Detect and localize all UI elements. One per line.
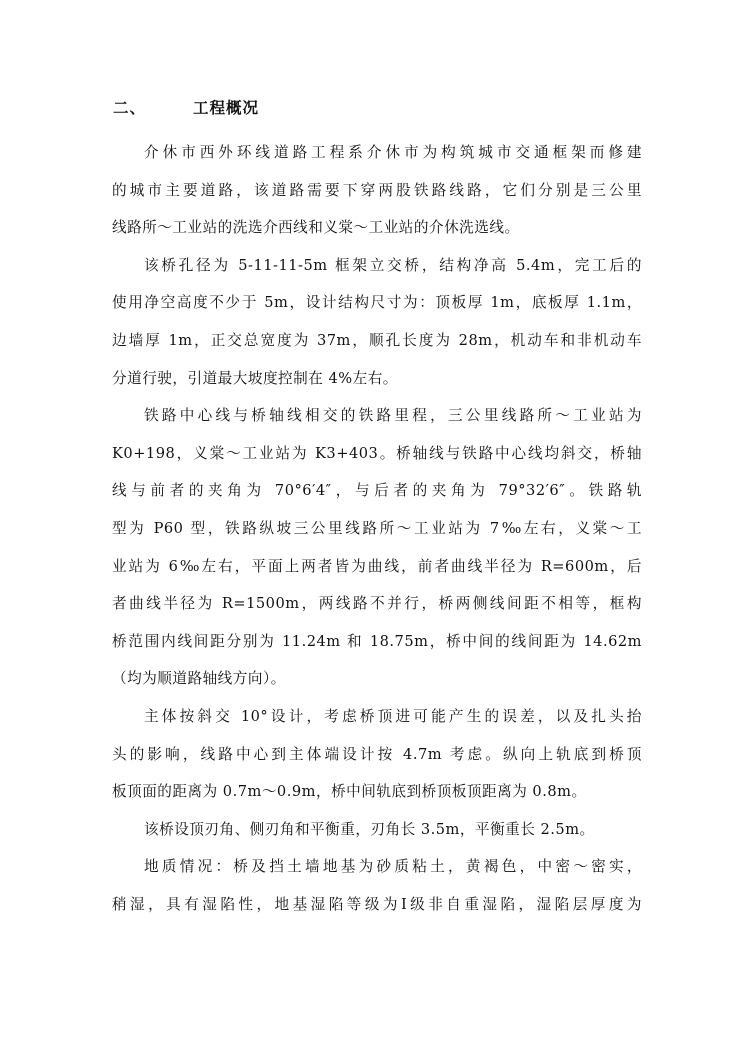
paragraph-overview xyxy=(112,134,642,247)
text-line: 主体按斜交 10°设计，考虑桥顶进可能产生的误差，以及扎头抬 xyxy=(144,707,642,725)
text-line: 桥范围内线间距分别为 11.24m 和 18.75m，桥中间的线间距为 14.62m xyxy=(112,632,642,650)
body-text xyxy=(112,134,642,923)
text-line: 业站为 6‰左右，平面上两者皆为曲线，前者曲线半径为 R=600m，后 xyxy=(112,557,642,575)
text-line: （均为顺道路轴线方向）。 xyxy=(112,670,286,688)
text-line: 使用净空高度不少于 5m，设计结构尺寸为：顶板厚 1m，底板厚 1.1m， xyxy=(112,294,642,312)
paragraph-skew-design xyxy=(112,698,642,811)
text-line: 板顶面的距离为 0.7m～0.9m，桥中间轨底到桥顶板顶距离为 0.8m。 xyxy=(112,783,587,801)
paragraph-blade-angles xyxy=(112,811,642,849)
text-line: 线路所～工业站的洗选介西线和义棠～工业站的介休洗选线。 xyxy=(112,219,520,237)
paragraph-railway-alignment xyxy=(112,397,642,698)
text-line: 型为 P60 型，铁路纵坡三公里线路所～工业站为 7‰左右，义棠～工 xyxy=(112,519,642,537)
section-title: 工程概况 xyxy=(193,99,260,117)
section-number: 二、 xyxy=(113,99,147,117)
text-line: 的城市主要道路，该道路需要下穿两股铁路线路，它们分别是三公里 xyxy=(112,181,642,199)
paragraph-geology xyxy=(112,848,642,923)
text-line: K0+198，义棠～工业站为 K3+403。桥轴线与铁路中心线均斜交，桥轴 xyxy=(112,444,642,462)
paragraph-bridge-dimensions xyxy=(112,247,642,397)
text-line: 介休市西外环线道路工程系介休市为构筑城市交通框架而修建 xyxy=(144,144,642,161)
text-line: 头的影响，线路中心到主体端设计按 4.7m 考虑。纵向上轨底到桥顶 xyxy=(112,745,642,763)
text-line: 者曲线半径为 R=1500m，两线路不并行，桥两侧线间距不相等，框构 xyxy=(112,595,642,613)
text-line: 该桥设顶刃角、侧刃角和平衡重，刃角长 3.5m，平衡重长 2.5m。 xyxy=(144,820,595,838)
section-heading xyxy=(113,96,259,118)
text-line: 地质情况：桥及挡土墙地基为砂质粘土，黄褐色，中密～密实， xyxy=(144,858,642,876)
text-line: 该桥孔径为 5-11-11-5m 框架立交桥，结构净高 5.4m，完工后的 xyxy=(144,256,642,274)
text-line: 边墙厚 1m，正交总宽度为 37m，顺孔长度为 28m，机动车和非机动车 xyxy=(112,331,642,349)
text-line: 线与前者的夹角为 70°6′4″，与后者的夹角为 79°32′6″。铁路轨 xyxy=(112,482,642,500)
text-line: 铁路中心线与桥轴线相交的铁路里程，三公里线路所～工业站为 xyxy=(144,407,642,425)
text-line: 稍湿，具有湿陷性，地基湿陷等级为Ⅰ级非自重湿陷，湿陷层厚度为 xyxy=(112,895,642,913)
text-line: 分道行驶，引道最大坡度控制在 4%左右。 xyxy=(112,369,398,387)
